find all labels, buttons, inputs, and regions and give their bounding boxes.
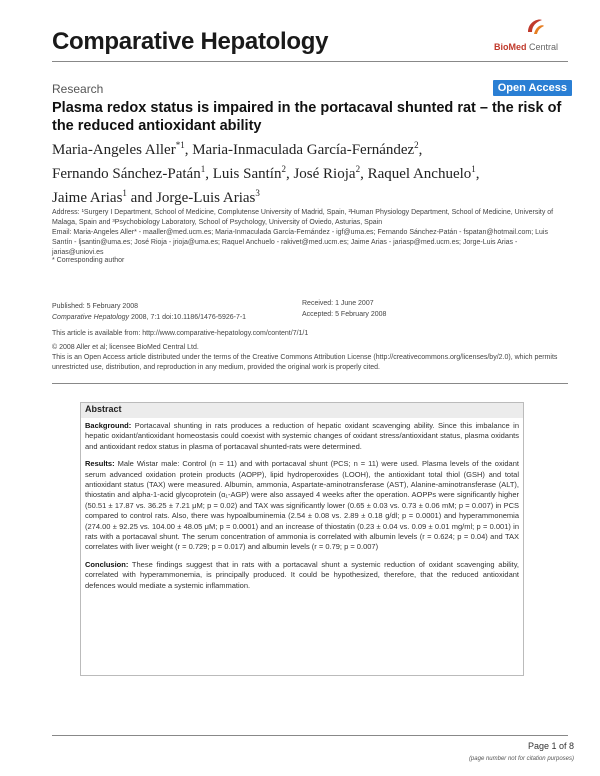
- author: Jaime Arias: [52, 190, 123, 206]
- received-date: Received: 1 June 2007: [302, 300, 374, 307]
- license-text: This is an Open Access article distributed under the terms of the Creative Commons Attribution License (http://creativecommons.org/licenses/by/2.0), which permits unrestricted use, distribution, and reproduction in any medium, provided the original work is properly cited.: [52, 354, 558, 371]
- footer-rule: [52, 735, 568, 736]
- abstract-background: Background: Portacaval shunting in rats produces a reduction of hepatic oxidant scavenging ability. Since this imbalance in hepatic oxidant/antioxidant homeostasis could coexist with systemic changes of oxidant stress/antioxidant status, plasma oxidants and antioxidant redox status in plasma of portacaval shunted-rats were determined.: [85, 421, 519, 451]
- author-list: Maria-Angeles Aller$^{*1}$, Maria-Inmaculada García-Fernández$^2$, Fernando Sánchez-Patán$^1$, Luis Santín$^2$, José Rioja$^2$, Raquel Anchuelo$^1$, Jaime Arias$^1$ and Jorge-Luis Arias$^3$: [52, 140, 480, 206]
- biomed-logo-icon: [524, 16, 546, 38]
- accepted-date: Accepted: 5 February 2008: [302, 311, 387, 318]
- abstract-box: [80, 402, 524, 676]
- author-emails: Email: Maria-Angeles Aller* - maaller@med.ucm.es; Maria-Inmaculada García-Fernández - igf@uma.es; Fernando Sánchez-Patán - fspatan@hotmail.com; Luis Santín - ljsantin@uma.es; José Rioja - jrioja@uma.es; Raquel Anchuelo - rakivet@med.ucm.es; Jaime Arias - jariasp@med.ucm.es; Jorge-Luis Arias - jarias@uniovi.es: [52, 229, 548, 256]
- corresponding-author: * Corresponding author: [52, 257, 125, 264]
- author: Maria-Inmaculada García-Fernández: [192, 142, 415, 158]
- author: Raquel Anchuelo: [367, 166, 472, 182]
- copyright-notice: © 2008 Aller et al; licensee BioMed Central Ltd.: [52, 344, 199, 351]
- article-type: Research: [52, 82, 104, 96]
- journal-title: Comparative Hepatology: [52, 28, 329, 55]
- author: Fernando Sánchez-Patán: [52, 166, 201, 182]
- logo-text-central: Central: [529, 42, 559, 52]
- abstract-conclusion: Conclusion: These findings suggest that in rats with a portacaval shunt a systemic reduction of oxidant scavenging ability, correlated with hyperammonemia, is principally produced. It could be hypothesized, therefore, that the reduced antioxidant defences would mediate a systemic inflammation.: [85, 559, 519, 590]
- author: José Rioja: [293, 166, 356, 182]
- article-title: Plasma redox status is impaired in the portacaval shunted rat – the risk of the reduced antioxidant ability: [52, 100, 562, 134]
- divider: [52, 383, 568, 384]
- citation-line: Comparative Hepatology 2008, 7:1 doi:10.1186/1476-5926-7-1: [52, 314, 247, 321]
- logo-text-med: Med: [508, 42, 527, 52]
- biomed-central-logo: [494, 14, 566, 56]
- author: Maria-Angeles Aller: [52, 142, 176, 158]
- availability-link[interactable]: This article is available from: http://www.comparative-hepatology.com/content/7/1/1: [52, 330, 309, 337]
- published-date: Published: 5 February 2008: [52, 303, 138, 310]
- abstract-heading: Abstract: [81, 403, 523, 418]
- page-number: Page 1 of 8: [527, 741, 574, 751]
- open-access-badge: Open Access: [493, 80, 572, 96]
- author-address: Address: ¹Surgery I Department, School of Medicine, Complutense University of Madrid, Spain, ²Human Physiology Department, School of Medicine, University of Malaga, Spain and ³Psychobiology Laboratory, School of Psychology, University of Oviedo, Asturias, Spain: [52, 209, 554, 226]
- header-rule: [52, 61, 568, 62]
- logo-text-bio: Bio: [494, 42, 509, 52]
- author: Jorge-Luis Arias: [156, 190, 256, 206]
- author: Luis Santín: [212, 166, 282, 182]
- abstract-results: Results: Male Wistar male: Control (n = 11) and with portacaval shunt (PCS; n = 11) were used. Plasma levels of the oxidant serum advanced oxidation protein products (AOPP), lipid hydroperoxides (LOOH), the antioxidant total thiol (GSH) and total antioxidant status (TAX) were measured. Albumin, ammonia, Aspartate-aminotransferase (AST), Alanine-aminotransferase (ALT), thiostatin and alpha-1-acid glycoprotein (α₁-AGP) were also assayed 4 weeks after the operation. AOPPs were significantly higher (50.51 ± 17.87 vs. 36.25 ± 7.21 μM; p = 0.02) and TAX was significantly lower (0.65 ± 0.03 vs. 0.73 ± 0.06 mM; p = 0.007) in PCS compared to control rats. Also, there was hypoalbuminemia (2.54 ± 0.08 vs. 2.89 ± 0.18 g/dl; p = 0.0001) and hyperammonemia (274.00 ± 92.25 vs. 104.00 ± 48.05 μM; p = 0.0001) and an increase of thiostatin (0.23 ± 0.04 vs. 0.09 ± 0.01 mg/ml; p = 0.001) in rats with a portacaval shunt. The serum concentration of ammonia is correlated with albumin levels (r = 0.624; p = 0.04) and TAX correlates with liver weight (r = 0.729; p = 0.017) and albumin levels (r = 0.79; p = 0.007): [85, 459, 519, 552]
- page-number-note: (page number not for citation purposes): [468, 756, 574, 762]
